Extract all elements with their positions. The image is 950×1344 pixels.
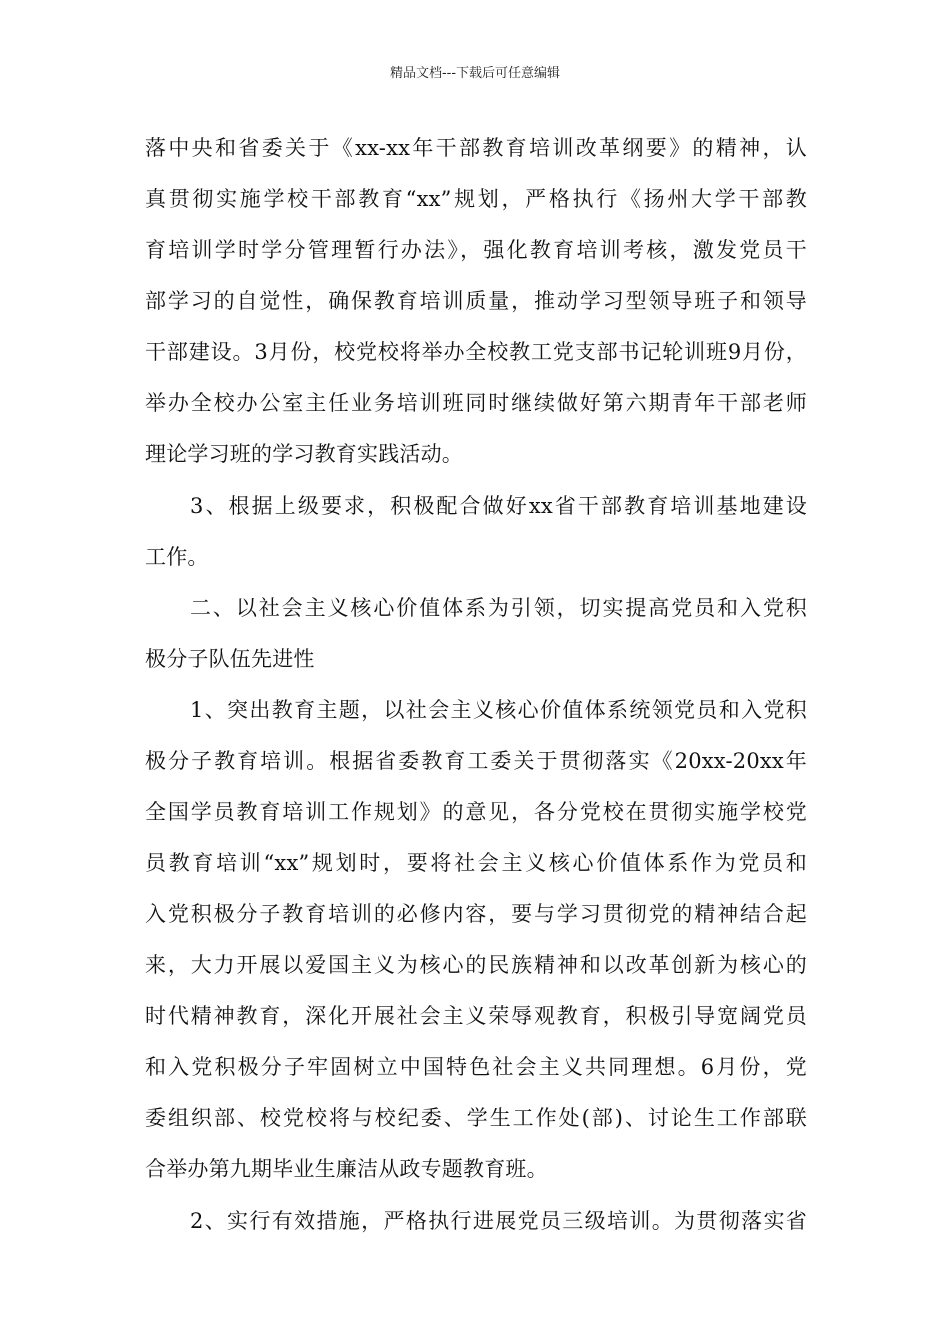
text-line: 员教育培训“xx”规划时，要将社会主义核心价值体系作为党员和: [145, 851, 807, 875]
page-header: 精品文档---下载后可任意编辑: [389, 66, 561, 81]
text-line: 1、突出教育主题，以社会主义核心价值体系统领党员和入党积: [190, 698, 807, 722]
text-line: 举办全校办公室主任业务培训班同时继续做好第六期青年干部老师: [145, 391, 807, 415]
text-line: 2、实行有效措施，严格执行进展党员三级培训。为贯彻落实省: [190, 1209, 807, 1233]
text-line: 极分子教育培训。根据省委教育工委关于贯彻落实《20xx-20xx年: [145, 749, 808, 773]
text-line: 委组织部、校党校将与校纪委、学生工作处(部)、讨论生工作部联: [145, 1106, 807, 1130]
text-line: 时代精神教育，深化开展社会主义荣辱观教育，积极引导宽阔党员: [145, 1004, 807, 1028]
text-line: 真贯彻实施学校干部教育“xx”规划，严格执行《扬州大学干部教: [145, 187, 807, 211]
text-line: 干部建设。3月份，校党校将举办全校教工党支部书记轮训班9月份，: [145, 340, 807, 364]
text-line: 育培训学时学分管理暂行办法》，强化教育培训考核，激发党员干: [145, 238, 807, 262]
text-line: 二、以社会主义核心价值体系为引领，切实提高党员和入党积: [190, 596, 807, 620]
text-line: 和入党积极分子牢固树立中国特色社会主义共同理想。6月份，党: [145, 1055, 807, 1079]
text-line: 合举办第九期毕业生廉洁从政专题教育班。: [145, 1157, 548, 1181]
text-line: 3、根据上级要求，积极配合做好xx省干部教育培训基地建设: [190, 494, 807, 518]
text-line: 工作。: [145, 545, 209, 569]
text-line: 部学习的自觉性，确保教育培训质量，推动学习型领导班子和领导: [145, 289, 807, 313]
text-line: 理论学习班的学习教育实践活动。: [145, 442, 463, 466]
text-line: 落中央和省委关于《xx-xx年干部教育培训改革纲要》的精神，认: [145, 136, 807, 160]
text-line: 来，大力开展以爱国主义为核心的民族精神和以改革创新为核心的: [145, 953, 807, 977]
text-line: 极分子队伍先进性: [145, 647, 315, 671]
text-line: 入党积极分子教育培训的必修内容，要与学习贯彻党的精神结合起: [145, 902, 807, 926]
text-line: 全国学员教育培训工作规划》的意见，各分党校在贯彻实施学校党: [145, 800, 807, 824]
